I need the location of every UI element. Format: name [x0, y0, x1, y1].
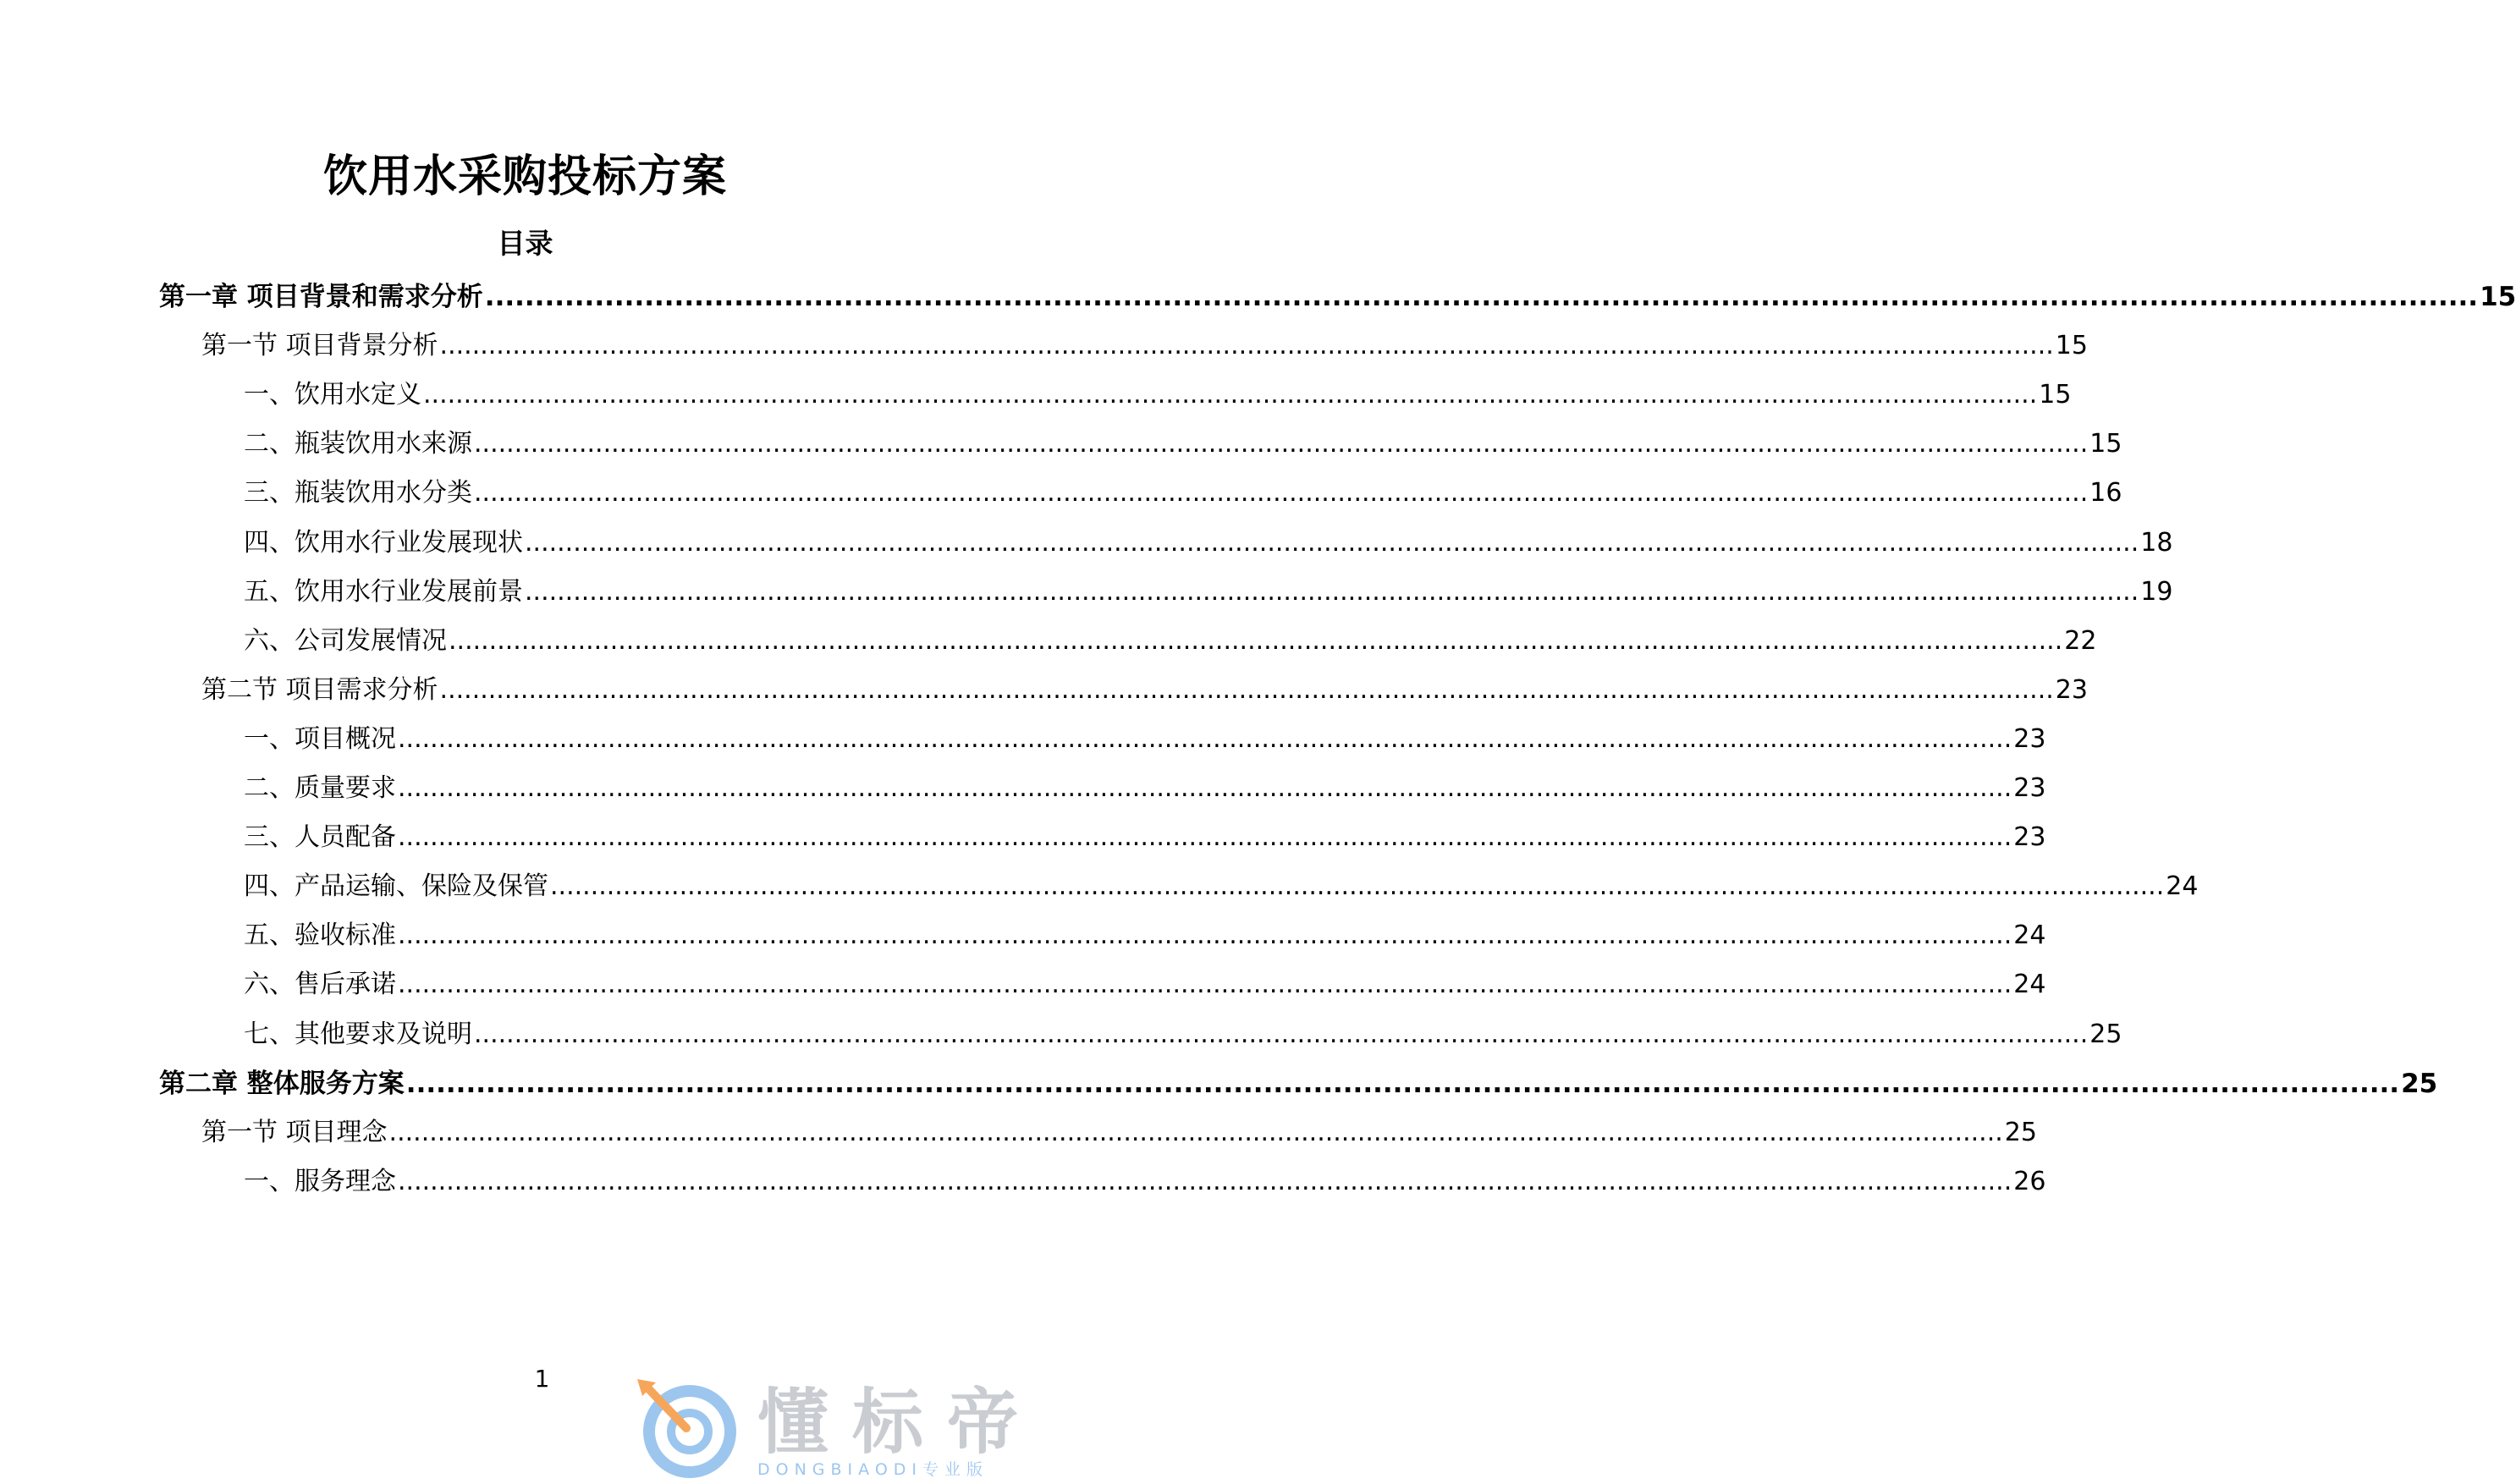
- toc-dot-leader: ........................................................................................................................................................................................................: [398, 921, 2012, 950]
- toc-entry-title: 一、项目概况: [244, 724, 396, 754]
- watermark-subtitle: DONGBIAODI专业版: [757, 1460, 989, 1479]
- toc-dot-leader: ........................................................................................................................................................................................................: [439, 675, 2054, 705]
- watermark: [630, 1372, 1043, 1479]
- toc-dot-leader: ........................................................................................................................................................................................................: [398, 970, 2012, 999]
- toc-entry-page: 25: [2004, 1118, 2037, 1147]
- toc-dot-leader: ........................................................................................................................................................................................................: [449, 626, 2063, 656]
- toc-dot-leader: ........................................................................................................................................................................................................: [525, 577, 2139, 607]
- toc-entry[interactable]: [244, 915, 2046, 957]
- toc-dot-leader: ........................................................................................................................................................................................................: [398, 1167, 2012, 1196]
- toc-dot-leader: ........................................................................................................................................................................................................: [398, 773, 2012, 803]
- toc-entry-page: 25: [2401, 1069, 2438, 1099]
- toc-entry-title: 七、其他要求及说明: [244, 1020, 472, 1049]
- toc-entry-title: 六、公司发展情况: [244, 626, 447, 656]
- toc-entry-title: 第二节 项目需求分析: [201, 675, 438, 705]
- toc-entry-page: 15: [2089, 429, 2122, 459]
- toc-entry-title: 一、服务理念: [244, 1167, 396, 1196]
- toc-dot-leader: ........................................................................................................................................................................................................: [474, 429, 2089, 459]
- toc-dot-leader: ........................................................................................................................................................................................................: [525, 528, 2139, 558]
- toc-entry-title: 六、售后承诺: [244, 970, 396, 999]
- toc-dot-leader: ........................................................................................................................................................................................................: [474, 478, 2089, 508]
- toc-entry-title: 五、验收标准: [244, 921, 396, 950]
- toc-entry[interactable]: [244, 718, 2046, 761]
- toc-entry[interactable]: [244, 522, 2173, 564]
- toc-entry-title: 二、质量要求: [244, 773, 396, 803]
- toc-entry-page: 23: [2013, 822, 2046, 852]
- watermark-brand: 懂标帝: [757, 1381, 1043, 1464]
- toc-entry[interactable]: [244, 1014, 2122, 1056]
- toc-entry-title: 第二章 整体服务方案: [159, 1069, 405, 1099]
- toc-entry-page: 26: [2013, 1167, 2046, 1196]
- toc-entry[interactable]: [201, 1112, 2037, 1154]
- toc-entry[interactable]: [201, 669, 2088, 712]
- toc-entry-page: 23: [2013, 773, 2046, 803]
- toc-entry-page: 24: [2013, 970, 2046, 999]
- toc-dot-leader: ........................................................................................................................................................................................................: [405, 1069, 2400, 1099]
- toc-entry-page: 15: [2055, 331, 2088, 360]
- toc-entry-page: 19: [2140, 577, 2173, 607]
- toc-dot-leader: ........................................................................................................................................................................................................: [398, 822, 2012, 852]
- target-arrow-icon: [630, 1372, 739, 1479]
- toc-entry-title: 第一章 项目背景和需求分析: [159, 282, 483, 312]
- toc-entry-title: 三、人员配备: [244, 822, 396, 852]
- toc-dot-leader: ........................................................................................................................................................................................................: [439, 331, 2054, 360]
- toc-entry-title: 四、饮用水行业发展现状: [244, 528, 523, 558]
- document-title: 饮用水采购投标方案: [322, 151, 727, 202]
- toc-entry-title: 一、饮用水定义: [244, 380, 421, 409]
- toc-entry-title: 三、瓶装饮用水分类: [244, 478, 472, 508]
- toc-entry-page: 15: [2480, 282, 2516, 312]
- toc-entry[interactable]: [244, 571, 2173, 613]
- toc-dot-leader: ........................................................................................................................................................................................................: [388, 1118, 2003, 1147]
- toc-entry[interactable]: [244, 816, 2046, 859]
- toc-dot-leader: ........................................................................................................................................................................................................: [474, 1020, 2089, 1049]
- toc-entry-page: 16: [2089, 478, 2122, 508]
- toc-entry-page: 23: [2013, 724, 2046, 754]
- page-number: 1: [534, 1365, 550, 1393]
- toc-entry[interactable]: [244, 767, 2046, 810]
- toc-dot-leader: ........................................................................................................................................................................................................: [550, 871, 2165, 901]
- toc-entry[interactable]: [244, 374, 2072, 416]
- toc-entry-page: 25: [2089, 1020, 2122, 1049]
- toc-entry[interactable]: [244, 423, 2122, 465]
- toc-entry-page: 15: [2039, 380, 2072, 409]
- toc-dot-leader: ........................................................................................................................................................................................................: [484, 282, 2479, 312]
- toc-heading: 目录: [497, 227, 553, 260]
- toc-entry-page: 24: [2013, 921, 2046, 950]
- toc-entry-page: 24: [2166, 871, 2199, 901]
- toc-entry-title: 第一节 项目背景分析: [201, 331, 438, 360]
- toc-entry[interactable]: [244, 472, 2122, 514]
- toc-entry[interactable]: [159, 276, 2516, 318]
- toc-entry-page: 22: [2064, 626, 2097, 656]
- toc-entry[interactable]: [244, 1161, 2046, 1203]
- toc-entry[interactable]: [244, 964, 2046, 1006]
- toc-dot-leader: ........................................................................................................................................................................................................: [423, 380, 2038, 409]
- toc-entry[interactable]: [201, 325, 2088, 367]
- toc-entry-title: 四、产品运输、保险及保管: [244, 871, 548, 901]
- toc-entry[interactable]: [244, 620, 2097, 662]
- toc-entry-title: 五、饮用水行业发展前景: [244, 577, 523, 607]
- toc-entry[interactable]: [159, 1063, 2438, 1105]
- toc-dot-leader: ........................................................................................................................................................................................................: [398, 724, 2012, 754]
- toc-entry[interactable]: [244, 866, 2199, 908]
- toc-entry-title: 第一节 项目理念: [201, 1118, 388, 1147]
- toc-entry-title: 二、瓶装饮用水来源: [244, 429, 472, 459]
- toc-entry-page: 18: [2140, 528, 2173, 558]
- toc-entry-page: 23: [2055, 675, 2088, 705]
